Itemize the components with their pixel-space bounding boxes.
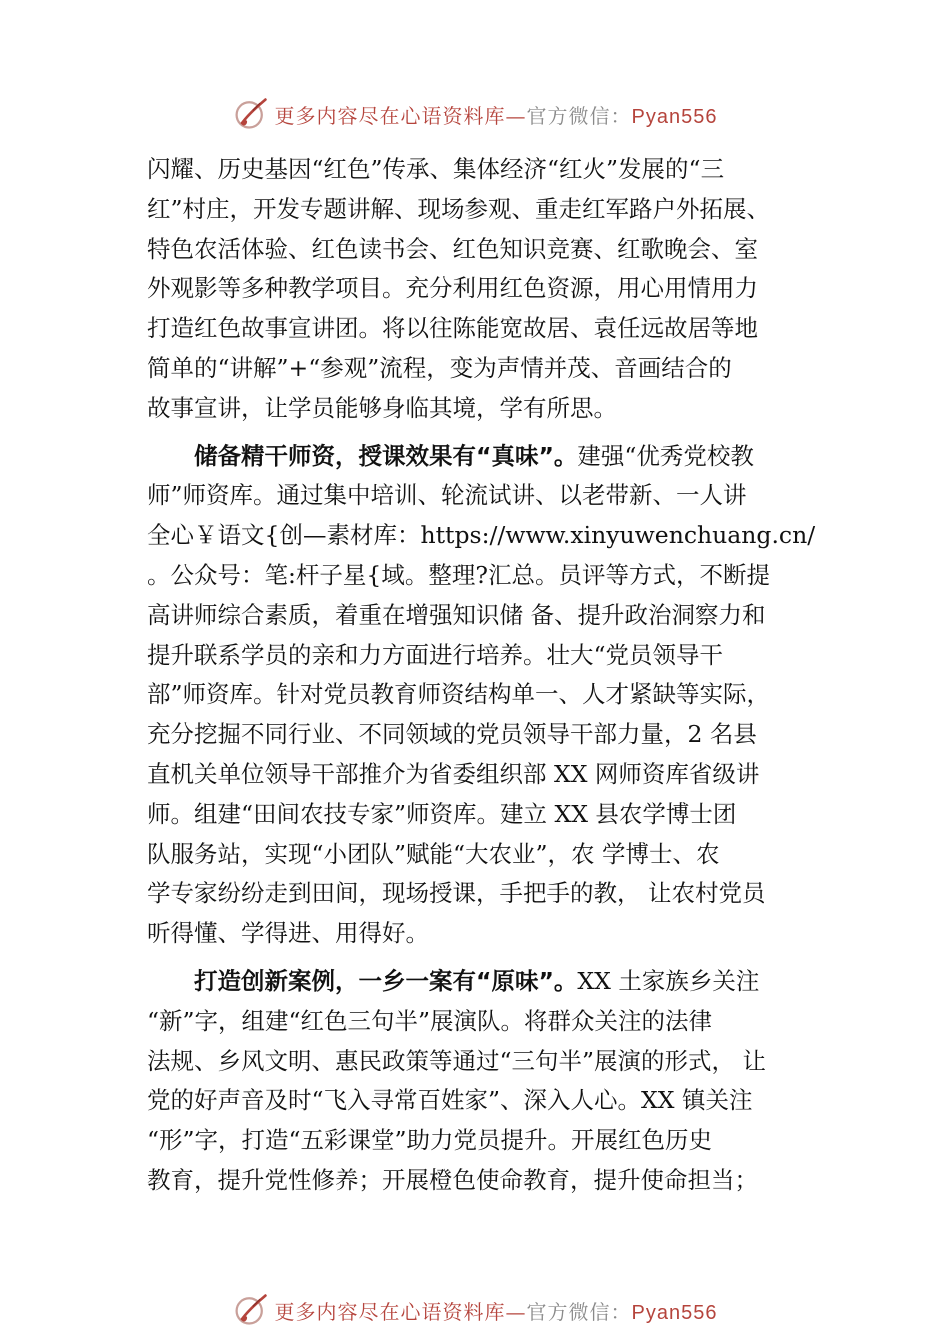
text-line: 红”村庄，开发专题讲解、现场参观、重走红军路户外拓展、 [147,194,771,223]
paragraph-1 [147,150,847,429]
text-line: 法规、乡风文明、惠民政策等通过“三句半”展演的形式， 让 [147,1046,766,1075]
text-line: 教育，提升党性修养；开展橙色使命教育，提升使命担当； [147,1165,758,1194]
text-line: 队服务站，实现“小团队”赋能“大农业”，农 学博士、农 [147,839,720,868]
paragraph-heading: 打造创新案例，一乡一案有“原味”。 [194,966,578,995]
paragraph-3 [147,962,847,1201]
paragraph-heading: 储备精干师资，授课效果有“真味”。 [194,441,578,470]
text-line: “形”字，打造“五彩课堂”助力党员提升。开展红色历史 [147,1126,713,1155]
watermark-account: Pyan556 [631,1301,718,1324]
text-line: 提升联系学员的亲和力方面进行培养。壮大“党员领导干 [147,640,724,669]
watermark-text [275,1296,718,1325]
text-line: 师”师资库。通过集中培训、轮流试讲、以老带新、一人讲 [147,481,747,510]
text-line: “新”字，组建“红色三句半”展演队。将群众关注的法律 [147,1006,713,1035]
heading-continuation: XX 土家族乡关注 [577,966,760,995]
text-line: 听得懂、学得进、用得好。 [147,919,429,948]
text-line: 打造红色故事宣讲团。将以往陈能宽故居、袁任远故居等地 [147,314,758,343]
document-body [147,150,847,1201]
watermark-dash: — [505,1299,527,1324]
text-line: 充分挖掘不同行业、不同领域的党员领导干部力量，2 名县 [147,720,757,749]
text-line: 部”师资库。针对党员教育师资结构单一、人才紧缺等实际， [147,680,771,709]
watermark-title: 更多内容尽在心语资料库 [274,103,506,128]
text-line [147,962,847,1002]
text-line: 特色农活体验、红色读书会、红色知识竞赛、红歌晚会、室 [147,234,758,263]
text-line: 故事宣讲，让学员能够身临其境，学有所思。 [147,393,617,422]
text-line: 闪耀、历史基因“红色”传承、集体经济“红火”发展的“三 [147,155,725,183]
footer-watermark [0,1290,950,1330]
watermark-account: Pyan556 [631,105,718,128]
heading-continuation: 建强“优秀党校教 [577,441,754,470]
text-line: 外观影等多种教学项目。充分利用红色资源，用心用情用力 [147,274,758,303]
text-line: 党的好声音及时“飞入寻常百姓家”、深入人心。XX 镇关注 [147,1086,753,1115]
text-line: 学专家纷纷走到田间，现场授课，手把手的教， 让农村党员 [147,879,766,908]
text-line: 师。组建“田间农技专家”师资库。建立 XX 县农学博士团 [147,799,737,828]
header-watermark [0,94,950,134]
watermark-title: 更多内容尽在心语资料库 [274,1299,506,1324]
watermark-dash: — [505,103,527,128]
text-line: 直机关单位领导干部推介为省委组织部 XX 网师资库省级讲 [147,759,760,788]
text-line: 。公众号：笔:杆子星{域。整理?汇总。员评等方式，不断提 [147,560,770,589]
brush-logo-icon [233,96,269,132]
paragraph-2 [147,437,847,954]
watermark-wechat-label: 官方微信： [526,103,632,128]
watermark-wechat-label: 官方微信： [526,1299,632,1324]
text-line: 简单的“讲解”+“参观”流程，变为声情并茂、音画结合的 [147,353,732,382]
text-line: 全心￥语文{创—素材库：https://www.xinyuwenchuang.cn/ [147,521,816,550]
text-line: 高讲师综合素质，着重在增强知识储 备、提升政治洞察力和 [147,600,766,629]
text-line [147,437,847,477]
brush-logo-icon [233,1292,269,1328]
watermark-text [275,100,718,129]
